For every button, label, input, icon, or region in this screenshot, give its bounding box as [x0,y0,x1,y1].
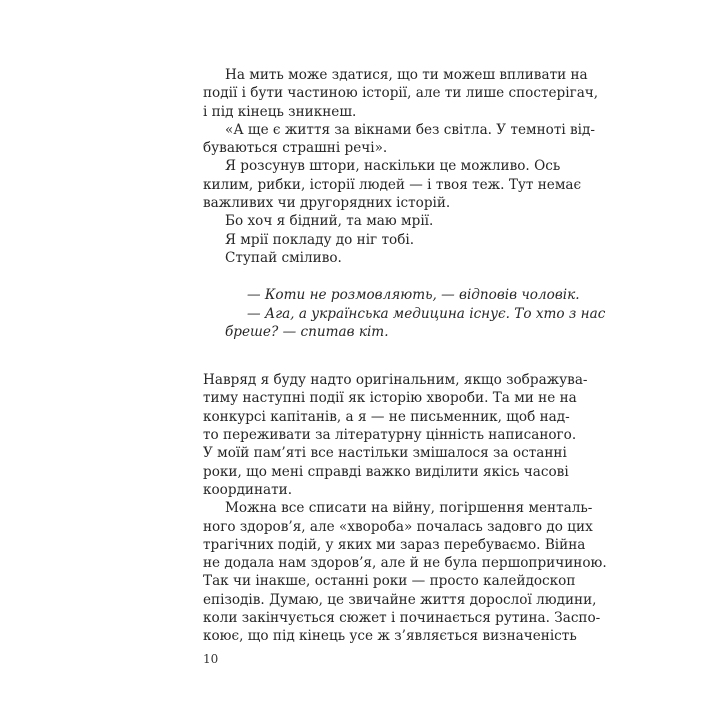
text-line: Навряд я буду надто оригінальним, якщо зображува- [203,372,588,389]
text-line: бреше? — спитав кіт. [225,323,389,340]
text-line: На мить може здатися, що ти можеш впливати на [225,67,588,83]
paragraph [203,249,526,267]
text-line: роки, що мені справді важко виділити якісь часові [203,463,569,480]
text-line: координати. [203,481,293,498]
text-line: тиму наступні події як історію хвороби. Та ми не на [203,390,577,407]
text-line: килим, рибки, історії людей — і твоя теж. Тут немає [203,176,582,193]
text-line: коює, що під кінець усе ж з’являється визначеність [203,628,577,645]
text-line: події і бути частиною історії, але ти лише спостерігач, [203,85,599,102]
paragraph [203,499,607,645]
page-number: 10 [203,652,219,666]
text-line: У моїй пам’яті все настільки змішалося за останні [203,445,567,462]
text-line: — Коти не розмовляють, — відповів чоловік. [247,287,580,304]
text-line: то переживати за літературну цінність написаного. [203,427,577,444]
paragraph [203,231,526,249]
text-line: Я мрії покладу до ніг тобі. [225,231,415,248]
italic-dialogue [203,286,606,341]
text-line: трагічних подій, у яких ми зараз перебуваємо. Війна [203,536,586,553]
text-line: — Ага, а українська медицина існує. То хто з нас [247,305,606,322]
text-line: коли закінчується сюжет і починається рутина. Заспо- [203,610,601,627]
text-line: Так чи інакше, останні роки — просто калейдоскоп [203,573,576,590]
top-section [203,66,599,267]
text-line: епізодів. Думаю, це звичайне життя дорослої людини, [203,591,597,608]
text-line: важливих чи другорядних історій. [203,195,451,212]
paragraph [225,286,580,304]
text-line: Ступай сміливо. [225,249,342,266]
text-line: Я розсунув штори, наскільки це можливо. Ось [225,158,561,175]
paragraph [203,371,588,499]
paragraph [203,66,599,121]
text-line: не додала нам здоров’я, але й не була першопричиною. [203,555,607,572]
text-line: ного здоров’я, але «хвороба» почалась задовго до цих [203,518,593,535]
page-body [203,66,607,646]
text-line: Бо хоч я бідний, та маю мрії. [225,213,434,230]
text-line: Можна все списати на війну, погіршення менталь- [225,500,593,517]
paragraph [225,305,606,342]
text-line: «А ще є життя за вікнами без світла. У темноті від- [225,121,595,138]
section-gap [203,341,526,371]
paragraph [203,157,582,212]
paragraph [203,121,595,158]
text-line: буваються страшні речі». [203,140,388,157]
bottom-section [203,371,607,645]
text-line: і під кінець зникнеш. [203,103,357,120]
paragraph [203,212,526,230]
text-line: конкурсі капітанів, а я — не письменник, щоб над- [203,408,570,425]
